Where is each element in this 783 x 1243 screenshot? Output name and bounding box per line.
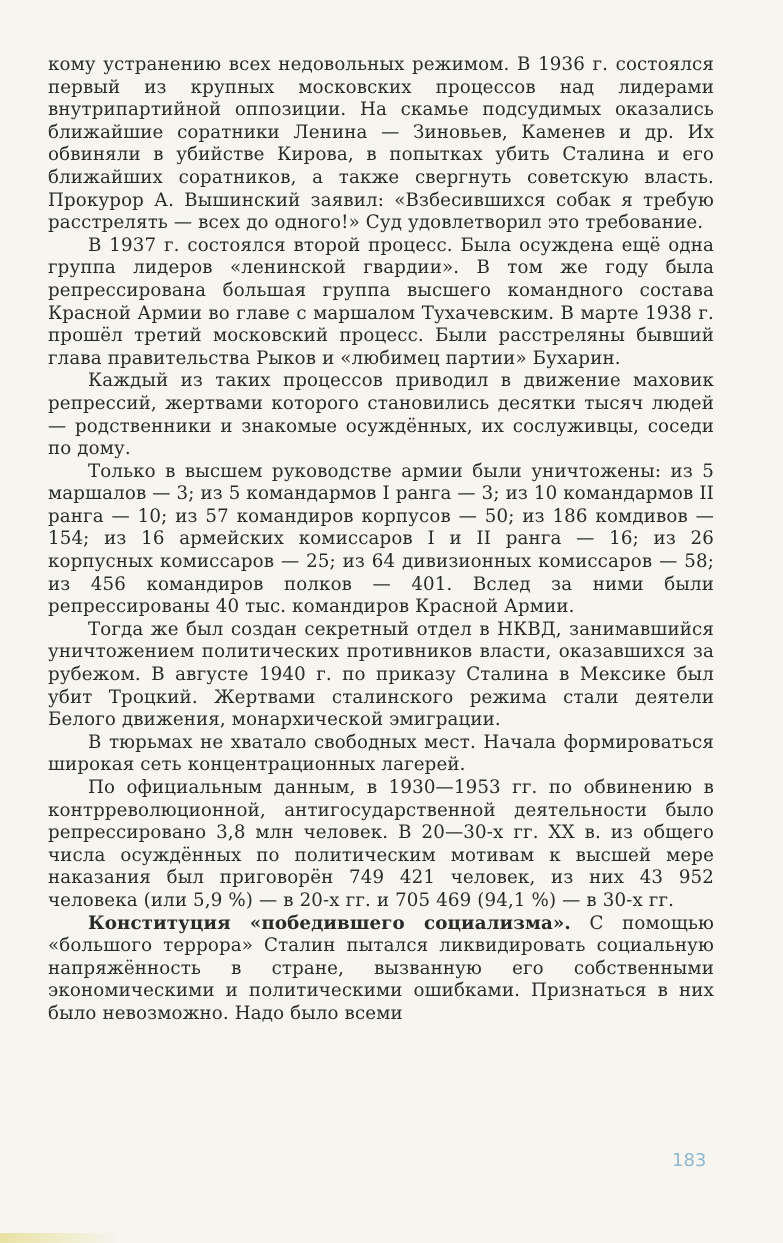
paragraph-8 (48, 913, 714, 1026)
paragraph-8-text: С помощью «большого террора» Сталин пытался ликвидировать социальную напряжённость в стране, вызванную его собственными экономическими и политическими ошибками. Признаться в них было невозможно. Надо было всеми (48, 912, 714, 1024)
body-text (48, 54, 714, 1026)
section-heading: Конституция «победившего социализма». (88, 912, 571, 934)
paragraph-1: кому устранению всех недовольных режимом. В 1936 г. состоялся первый из крупных московских процессов над лидерами внутрипартийной оппозиции. На скамье подсудимых оказались ближайшие соратники Ленина — Зиновьев, Каменев и др. Их обвиняли в убийстве Кирова, в попытках убить Сталина и его ближайших соратников, а также свергнуть советскую власть. Прокурор А. Вышинский заявил: «Взбесившихся собак я требую расстрелять — всех до одного!» Суд удовлетворил это требование. (48, 54, 714, 234)
paragraph-7: По официальным данным, в 1930—1953 гг. по обвинению в контрреволюционной, антигосударственной деятельности было репрессировано 3,8 млн человек. В 20—30-х гг. XX в. из общего числа осуждённых по политическим мотивам к высшей мере наказания был приговорён 749 421 человек, из них 43 952 человека (или 5,9 %) — в 20-х гг. и 705 469 (94,1 %) — в 30-х гг. (48, 777, 714, 911)
paragraph-4: Только в высшем руководстве армии были уничтожены: из 5 маршалов — 3; из 5 командармов I ранга — 3; из 10 командармов II ранга — 10; из 57 командиров корпусов — 50; из 186 комдивов — 154; из 16 армейских комиссаров I и II ранга — 16; из 26 корпусных комиссаров — 25; из 64 дивизионных комиссаров — 58; из 456 командиров полков — 401. Вслед за ними были репрессированы 40 тыс. командиров Красной Армии. (48, 460, 714, 618)
paragraph-2: В 1937 г. состоялся второй процесс. Была осуждена ещё одна группа лидеров «ленинской гвардии». В том же году была репрессирована большая группа высшего командного состава Красной Армии во главе с маршалом Тухачевским. В марте 1938 г. прошёл третий московский процесс. Были расстреляны бывший глава правительства Рыков и «любимец партии» Бухарин. (48, 234, 714, 369)
paragraph-6: В тюрьмах не хватало свободных мест. Начала формироваться широкая сеть концентрационных лагерей. (48, 731, 714, 776)
page-edge-tint (0, 1233, 120, 1243)
paragraph-5: Тогда же был создан секретный отдел в НКВД, занимавшийся уничтожением политических противников власти, оказавшихся за рубежом. В августе 1940 г. по приказу Сталина в Мексике был убит Троцкий. Жертвами сталинского режима стали деятели Белого движения, монархической эмиграции. (48, 618, 714, 731)
paragraph-3: Каждый из таких процессов приводил в движение маховик репрессий, жертвами которого становились десятки тысяч людей — родственники и знакомые осуждённых, их сослуживцы, соседи по дому. (48, 370, 714, 460)
page-number: 183 (672, 1150, 707, 1171)
